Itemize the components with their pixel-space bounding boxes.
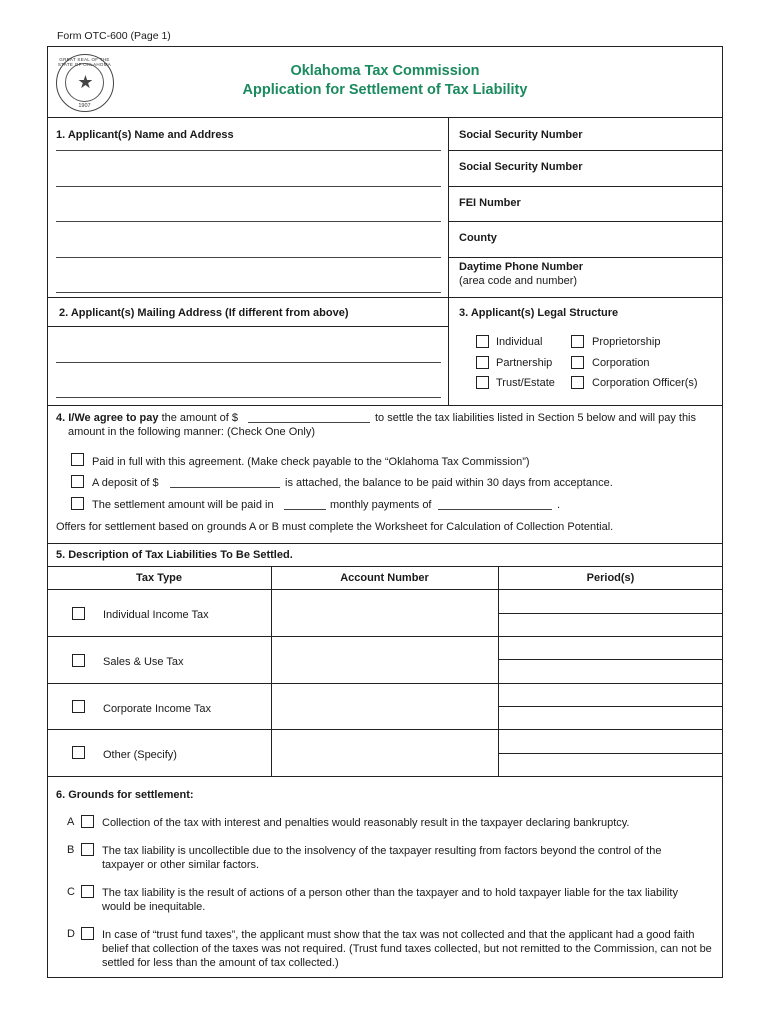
seal-year: 1907: [78, 103, 91, 109]
checkbox-monthly-payments[interactable]: [71, 497, 84, 510]
section4-label-rest: the amount of $: [161, 412, 239, 424]
ground-a-text: Collection of the tax with interest and penalties would reasonably result in the taxpayer declaring bankruptcy.: [102, 817, 630, 829]
page-subtitle: Application for Settlement of Tax Liability: [242, 82, 528, 98]
divider-header: [47, 117, 723, 118]
page-title: Oklahoma Tax Commission: [290, 63, 480, 79]
row-sales-use-tax: Sales & Use Tax: [103, 656, 184, 668]
deposit-amount-field[interactable]: [170, 487, 280, 488]
ground-d-text: In case of “trust fund taxes”, the applicant must show that the tax was not collected and that the applicant had a good faith belief that collection of the taxes was not required. (Trust fund taxes collected, but not remitted to the Commission, can not be settled for less than the amount of tax collected.): [102, 929, 712, 969]
mailing-address-line-2[interactable]: [56, 397, 441, 398]
fei-label: FEI Number: [459, 197, 521, 209]
checkbox-partnership[interactable]: [476, 356, 489, 369]
option-monthly-label: The settlement amount will be paid in: [92, 499, 274, 511]
row-corporate-income-tax: Corporate Income Tax: [103, 703, 212, 715]
divider-section6: [47, 776, 723, 777]
option-proprietorship-label: Proprietorship: [592, 336, 661, 348]
phone-label: Daytime Phone Number: [459, 261, 584, 273]
section1-col-divider: [448, 117, 449, 297]
name-address-line-3[interactable]: [56, 221, 441, 222]
seal-star-icon: ★: [77, 72, 94, 92]
ground-b-text: The tax liability is uncollectible due to the insolvency of the taxpayer resulting from factors beyond the control of the taxpayer or other similar factors.: [102, 845, 662, 871]
option-monthly-payments-of: monthly payments of: [330, 499, 432, 511]
checkbox-trust-estate[interactable]: [476, 376, 489, 389]
divider-section2: [47, 297, 723, 298]
checkbox-ground-c[interactable]: [81, 885, 94, 898]
divider-section4: [47, 405, 723, 406]
option-paid-in-full-label: Paid in full with this agreement. (Make check payable to the “Oklahoma Tax Commission”): [92, 456, 530, 468]
period-subline-1: [498, 613, 723, 614]
checkbox-sales-use-tax[interactable]: [72, 654, 85, 667]
section4-label-after: to settle the tax liabilities listed in Section 5 below and will pay this: [375, 412, 697, 424]
period-subline-4: [498, 753, 723, 754]
ground-a-letter: A: [67, 816, 75, 828]
option-corporation-officers-label: Corporation Officer(s): [592, 377, 698, 389]
section4-line2: amount in the following manner: (Check One Only): [68, 426, 316, 438]
ground-b-letter: B: [67, 844, 75, 856]
checkbox-proprietorship[interactable]: [571, 335, 584, 348]
ground-c-text: The tax liability is the result of actions of a person other than the taxpayer and to hold taxpayer liable for the tax liability would be inequitable.: [102, 887, 678, 913]
ground-d-letter: D: [67, 928, 75, 940]
divider-county: [448, 257, 723, 258]
option-trust-estate-label: Trust/Estate: [496, 377, 555, 389]
divider-table-body: [47, 589, 723, 590]
name-address-line-2[interactable]: [56, 186, 441, 187]
section5-label: 5. Description of Tax Liabilities To Be Settled.: [56, 549, 293, 561]
option-monthly-period: .: [557, 499, 561, 511]
checkbox-ground-b[interactable]: [81, 843, 94, 856]
table-col-divider-2: [498, 566, 499, 776]
col-header-periods: Period(s): [586, 572, 635, 584]
section4-label: [56, 412, 238, 424]
table-row-divider-1: [47, 636, 723, 637]
checkbox-corporation[interactable]: [571, 356, 584, 369]
checkbox-corporation-officers[interactable]: [571, 376, 584, 389]
seal-text: GREAT SEAL OF THE STATE OF OKLAHOMA: [57, 57, 112, 67]
checkbox-paid-in-full[interactable]: [71, 453, 84, 466]
period-subline-3: [498, 706, 723, 707]
checkbox-deposit[interactable]: [71, 475, 84, 488]
col-header-tax-type: Tax Type: [135, 572, 183, 584]
divider-table-head: [47, 566, 723, 567]
option-deposit-label: A deposit of $: [92, 477, 159, 489]
option-deposit-rest: is attached, the balance to be paid within 30 days from acceptance.: [285, 477, 613, 489]
monthly-amount-field[interactable]: [438, 509, 552, 510]
ssn1-label: Social Security Number: [459, 129, 583, 141]
name-address-line-4[interactable]: [56, 257, 441, 258]
form-id: Form OTC-600 (Page 1): [57, 30, 171, 42]
divider-ssn2: [448, 186, 723, 187]
table-row-divider-3: [47, 729, 723, 730]
section1-label: 1. Applicant(s) Name and Address: [56, 129, 234, 141]
checkbox-ground-d[interactable]: [81, 927, 94, 940]
checkbox-ground-a[interactable]: [81, 815, 94, 828]
mailing-address-line-1[interactable]: [56, 362, 441, 363]
section2-label: 2. Applicant(s) Mailing Address (If different from above): [59, 307, 349, 319]
section6-label: 6. Grounds for settlement:: [56, 789, 194, 801]
period-subline-2: [498, 659, 723, 660]
checkbox-individual[interactable]: [476, 335, 489, 348]
name-address-line-1[interactable]: [56, 150, 441, 151]
divider-section5: [47, 543, 723, 544]
option-individual-label: Individual: [496, 336, 543, 348]
checkbox-other[interactable]: [72, 746, 85, 759]
row-other-specify: Other (Specify): [103, 749, 177, 761]
divider-fei: [448, 221, 723, 222]
section4-note: Offers for settlement based on grounds A or B must complete the Worksheet for Calculation of Collection Potential.: [56, 521, 614, 533]
table-col-divider-1: [271, 566, 272, 776]
option-partnership-label: Partnership: [496, 357, 553, 369]
divider-ssn1: [448, 150, 723, 151]
ground-c-letter: C: [67, 886, 75, 898]
settlement-amount-field[interactable]: [248, 422, 370, 423]
ssn2-label: Social Security Number: [459, 161, 583, 173]
section3-label: 3. Applicant(s) Legal Structure: [459, 307, 619, 319]
table-row-divider-2: [47, 683, 723, 684]
divider-section2-label: [47, 326, 448, 327]
col-header-account-number: Account Number: [340, 572, 429, 584]
checkbox-individual-income-tax[interactable]: [72, 607, 85, 620]
section2-col-divider: [448, 297, 449, 405]
county-label: County: [459, 232, 497, 244]
checkbox-corporate-income-tax[interactable]: [72, 700, 85, 713]
section4-label-bold: 4. I/We agree to pay: [56, 412, 159, 424]
option-corporation-label: Corporation: [592, 357, 650, 369]
name-address-line-5[interactable]: [56, 292, 441, 293]
row-individual-income-tax: Individual Income Tax: [103, 609, 209, 621]
months-count-field[interactable]: [284, 509, 326, 510]
phone-sublabel: (area code and number): [459, 275, 578, 287]
